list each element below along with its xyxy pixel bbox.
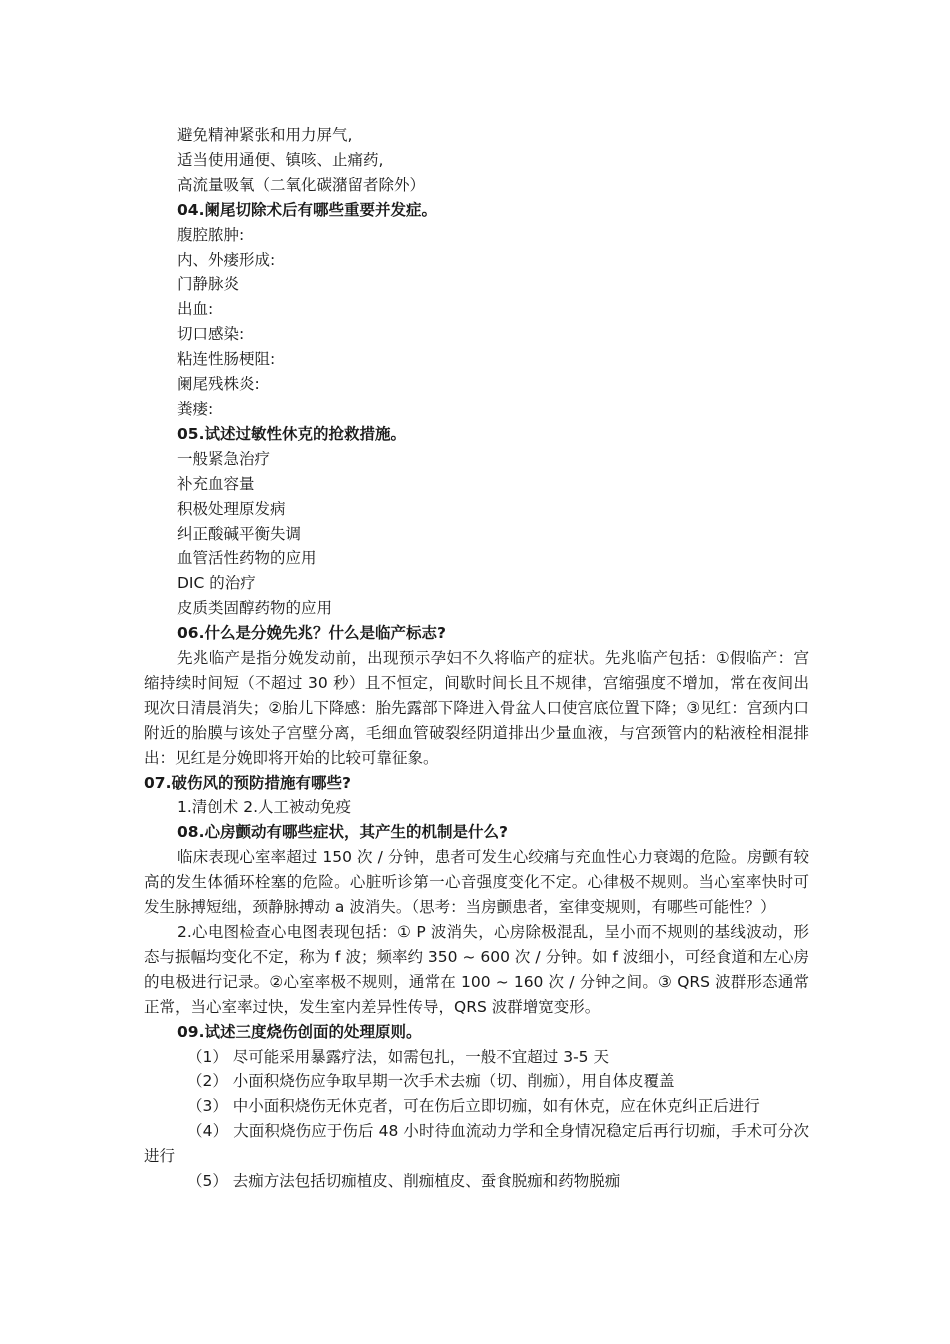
question-09-title: 09.试述三度烧伤创面的处理原则。 — [177, 1022, 422, 1041]
list-item: 粪瘘: — [177, 399, 214, 418]
list-item: （4） 大面积烧伤应于伤后 48 小时待血流动力学和全身情况稳定后再行切痂，手术可分次进行 — [144, 1122, 809, 1166]
list-item: 腹腔脓肿: — [177, 225, 245, 244]
list-item: （5） 去痂方法包括切痂植皮、削痂植皮、蚕食脱痂和药物脱痂 — [187, 1172, 621, 1191]
list-item: 门静脉炎 — [177, 275, 240, 294]
question-04-title: 04.阑尾切除术后有哪些重要并发症。 — [177, 200, 437, 219]
question-05-title: 05.试述过敏性休克的抢救措施。 — [177, 424, 406, 443]
list-item: 皮质类固醇药物的应用 — [177, 599, 333, 618]
list-item: 阑尾残株炎: — [177, 375, 260, 394]
list-item: （3） 中小面积烧伤无休克者，可在伤后立即切痂，如有休克，应在休克纠正后进行 — [187, 1097, 760, 1116]
list-item: 一般紧急治疗 — [177, 449, 271, 468]
question-08-answer-1: 临床表现心室率超过 150 次 / 分钟，患者可发生心绞痛与充血性心力衰竭的危险。房颤有较高的发生体循环栓塞的危险。心脏听诊第一心音强度变化不定。心律极不规则。当心室率快时可发生脉搏短绌，颈静脉搏动 a 波消失。（思考：当房颤患者，室律变规则，有哪些可能性？） — [144, 848, 809, 917]
question-06-answer: 先兆临产是指分娩发动前，出现预示孕妇不久将临产的症状。先兆临产包括：①假临产：宫缩持续时间短（不超过 30 秒）且不恒定，间歇时间长且不规律，宫缩强度不增加，常在夜间出现次日清晨消失；②胎儿下降感：胎先露部下降进入骨盆人口使宫底位置下降；③见红：宫颈内口附近的胎膜与该处子宫壁分离，毛细血管破裂经阴道排出少量血液，与宫颈管内的粘液栓相混排出：见红是分娩即将开始的比较可靠征象。 — [144, 649, 809, 767]
question-08-title: 08.心房颤动有哪些症状，其产生的机制是什么? — [177, 823, 508, 842]
list-item: 出血: — [177, 300, 214, 319]
document-body — [144, 123, 809, 1194]
text-line: 适当使用通便、镇咳、止痛药, — [177, 150, 384, 169]
list-item: 补充血容量 — [177, 474, 255, 493]
question-06-title: 06.什么是分娩先兆？什么是临产标志? — [177, 624, 446, 643]
list-item: 切口感染: — [177, 325, 245, 344]
list-item: 内、外瘘形成: — [177, 250, 276, 269]
question-08-answer-2: 2.心电图检查心电图表现包括：① P 波消失，心房除极混乱，呈小而不规则的基线波动，形态与振幅均变化不定，称为 f 波；频率约 350 ~ 600 次 / 分钟。如 f 波细小，可经食道和左心房的电极进行记录。②心室率极不规则，通常在 100 ~ 160 次 / 分钟之间。③ QRS 波群形态通常正常，当心室率过快，发生室内差异性传导，QRS 波群增宽变形。 — [144, 923, 809, 1016]
list-item: DIC 的治疗 — [177, 574, 256, 593]
question-07-answer: 1.清创术 2.人工被动免疫 — [177, 798, 352, 817]
list-item: 纠正酸碱平衡失调 — [177, 524, 302, 543]
text-line: 高流量吸氧（二氧化碳潴留者除外） — [177, 175, 426, 194]
list-item: （1） 尽可能采用暴露疗法，如需包扎，一般不宜超过 3-5 天 — [187, 1047, 609, 1066]
list-item: 粘连性肠梗阻: — [177, 350, 276, 369]
text-line: 避免精神紧张和用力屏气, — [177, 126, 353, 144]
list-item: 积极处理原发病 — [177, 499, 286, 518]
list-item: 血管活性药物的应用 — [177, 549, 317, 568]
list-item: （2） 小面积烧伤应争取早期一次手术去痂（切、削痂），用自体皮覆盖 — [187, 1072, 675, 1091]
question-07-title: 07.破伤风的预防措施有哪些? — [144, 773, 351, 792]
